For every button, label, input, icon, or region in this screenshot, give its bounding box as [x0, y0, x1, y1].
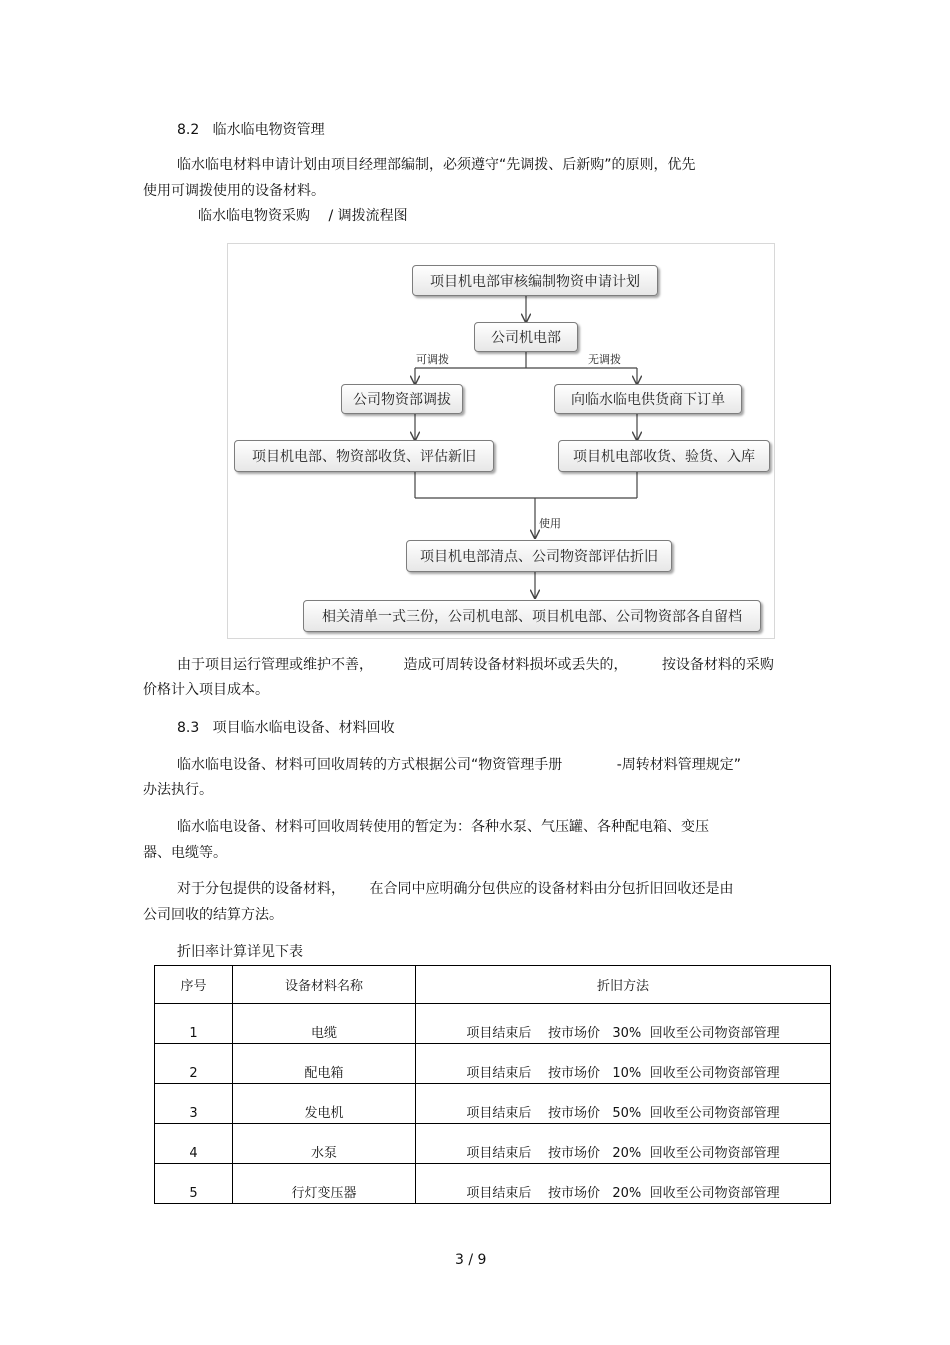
text-part: 临水临电设备、材料可回收周转的方式根据公司“物资管理手册 — [177, 757, 563, 773]
table-row — [155, 1004, 831, 1044]
flowchart — [227, 243, 775, 639]
material-name: 配电箱 — [233, 1044, 416, 1084]
paragraph-line — [177, 656, 774, 674]
text-part: 对于分包提供的设备材料， — [177, 881, 345, 897]
column-header: 设备材料名称 — [233, 966, 416, 1004]
branch-label-transfer: 可调拨 — [416, 353, 449, 366]
method-part: 按市场价 — [547, 1186, 600, 1201]
flow-step-receive-evaluate: 项目机电部、物资部收货、评估新旧 — [234, 440, 494, 472]
rate-value: 30% — [612, 1026, 642, 1041]
section-number: 8.3 — [177, 720, 200, 736]
paragraph-line: 价格计入项目成本。 — [143, 682, 269, 698]
paragraph-line: 办法执行。 — [143, 782, 213, 798]
branch-label-no-transfer: 无调拨 — [588, 353, 621, 366]
paragraph-line: 使用可调拨使用的设备材料。 — [143, 183, 325, 199]
use-label: 使用 — [539, 517, 561, 530]
method-part: 按市场价 — [547, 1026, 600, 1041]
paragraph-line — [177, 756, 741, 774]
depreciation-method — [416, 1044, 831, 1084]
row-number: 1 — [155, 1004, 233, 1044]
table-row — [155, 1164, 831, 1204]
text-part: 在合同中应明确分包供应的设备材料由分包折旧回收还是由 — [369, 881, 734, 897]
flow-step-archive: 相关清单一式三份，公司机电部、项目机电部、公司物资部各自留档 — [303, 600, 761, 632]
paragraph-line: 临水临电设备、材料可回收周转使用的暂定为：各种水泵、气压罐、各种配电箱、变压 — [177, 819, 709, 835]
row-number: 2 — [155, 1044, 233, 1084]
material-name: 发电机 — [233, 1084, 416, 1124]
depreciation-method — [416, 1164, 831, 1204]
flow-step-apply-plan: 项目机电部审核编制物资申请计划 — [412, 265, 658, 296]
row-number: 3 — [155, 1084, 233, 1124]
text-part: -周转材料管理规定” — [616, 757, 742, 773]
flow-step-order-supplier: 向临水临电供货商下订单 — [554, 384, 742, 414]
method-part: 项目结束后 — [466, 1026, 532, 1041]
method-part: 项目结束后 — [466, 1106, 532, 1121]
caption-part: 临水临电物资采购 — [198, 208, 310, 224]
method-part: 按市场价 — [547, 1066, 600, 1081]
depreciation-table — [154, 965, 831, 1204]
rate-value: 10% — [612, 1066, 642, 1081]
text-part: 按设备材料的采购 — [661, 657, 774, 673]
method-part: 回收至公司物资部管理 — [649, 1026, 780, 1041]
table-row — [155, 1044, 831, 1084]
paragraph-line — [177, 880, 733, 898]
paragraph-line: 公司回收的结算方法。 — [143, 907, 283, 923]
material-name: 电缆 — [233, 1004, 416, 1044]
depreciation-method — [416, 1124, 831, 1164]
flowchart-caption — [198, 207, 408, 225]
section-number: 8.2 — [177, 122, 200, 138]
flow-step-company-mep: 公司机电部 — [474, 322, 578, 352]
text-part: 由于项目运行管理或维护不善， — [177, 657, 373, 673]
flow-step-count-depreciate: 项目机电部清点、公司物资部评估折旧 — [406, 540, 672, 572]
page-number: 3 / 9 — [455, 1252, 487, 1268]
paragraph-line: 器、电缆等。 — [143, 845, 227, 861]
depreciation-method — [416, 1004, 831, 1044]
rate-value: 20% — [612, 1146, 642, 1161]
method-part: 项目结束后 — [466, 1146, 532, 1161]
method-part: 回收至公司物资部管理 — [649, 1186, 780, 1201]
row-number: 4 — [155, 1124, 233, 1164]
table-header-row — [155, 966, 831, 1004]
method-part: 按市场价 — [547, 1106, 600, 1121]
section-title: 项目临水临电设备、材料回收 — [212, 720, 395, 736]
flow-step-receive-inspect: 项目机电部收货、验货、入库 — [558, 440, 770, 472]
rate-value: 20% — [612, 1186, 642, 1201]
rate-value: 50% — [612, 1106, 642, 1121]
paragraph-line: 临水临电材料申请计划由项目经理部编制，必须遵守“先调拨、后新购”的原则，优先 — [177, 157, 696, 173]
row-number: 5 — [155, 1164, 233, 1204]
section-8-2-heading — [177, 121, 325, 139]
column-header: 序号 — [155, 966, 233, 1004]
table-row — [155, 1084, 831, 1124]
table-row — [155, 1124, 831, 1164]
text-part: 造成可周转设备材料损坏或丢失的， — [403, 657, 628, 673]
section-8-3-heading — [177, 719, 395, 737]
method-part: 回收至公司物资部管理 — [649, 1146, 780, 1161]
section-title: 临水临电物资管理 — [212, 122, 325, 138]
caption-part: / 调拨流程图 — [328, 208, 408, 224]
depreciation-method — [416, 1084, 831, 1124]
material-name: 水泵 — [233, 1124, 416, 1164]
method-part: 回收至公司物资部管理 — [649, 1066, 780, 1081]
method-part: 回收至公司物资部管理 — [649, 1106, 780, 1121]
method-part: 项目结束后 — [466, 1186, 532, 1201]
material-name: 行灯变压器 — [233, 1164, 416, 1204]
flow-step-material-transfer: 公司物资部调拔 — [341, 384, 463, 414]
method-part: 项目结束后 — [466, 1066, 532, 1081]
method-part: 按市场价 — [547, 1146, 600, 1161]
table-caption: 折旧率计算详见下表 — [177, 944, 303, 960]
column-header: 折旧方法 — [416, 966, 831, 1004]
